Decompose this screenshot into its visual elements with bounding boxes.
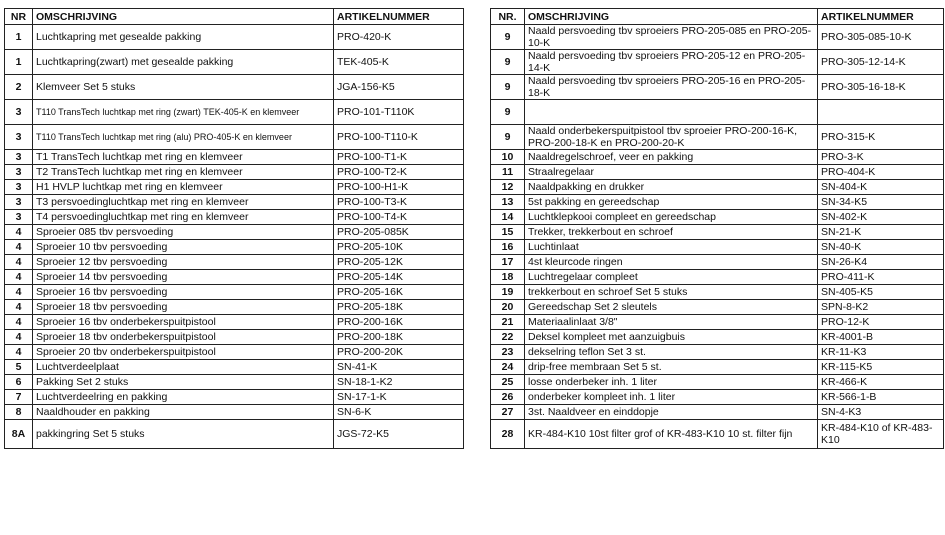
row-description: Pakking Set 2 stuks [33, 375, 334, 390]
table-row [5, 315, 464, 330]
row-article-number: SN-405-K5 [818, 285, 944, 300]
row-nr: 20 [491, 300, 525, 315]
table-row [5, 210, 464, 225]
row-article-number: SN-40-K [818, 240, 944, 255]
row-description: T4 persvoedingluchtkap met ring en klemveer [33, 210, 334, 225]
parts-table-right [490, 8, 944, 449]
row-nr: 4 [5, 270, 33, 285]
table-row [491, 255, 944, 270]
row-description: 3st. Naaldveer en einddopje [525, 405, 818, 420]
row-article-number: KR-566-1-B [818, 390, 944, 405]
row-description: drip-free membraan Set 5 st. [525, 360, 818, 375]
row-article-number: PRO-200-20K [334, 345, 464, 360]
table-row [5, 75, 464, 100]
row-nr: 6 [5, 375, 33, 390]
row-nr: 12 [491, 180, 525, 195]
row-article-number: SN-4-K3 [818, 405, 944, 420]
row-description: Sproeier 14 tbv persvoeding [33, 270, 334, 285]
table-row [491, 150, 944, 165]
row-article-number: SN-404-K [818, 180, 944, 195]
row-nr: 24 [491, 360, 525, 375]
table-row [491, 50, 944, 75]
table-row [491, 240, 944, 255]
table-row [491, 285, 944, 300]
row-article-number: PRO-205-14K [334, 270, 464, 285]
table-row [491, 225, 944, 240]
row-nr: 19 [491, 285, 525, 300]
table-row [5, 195, 464, 210]
table-row [5, 345, 464, 360]
row-article-number: TEK-405-K [334, 50, 464, 75]
row-article-number: PRO-101-T110K [334, 100, 464, 125]
header-omschrijving: OMSCHRIJVING [525, 9, 818, 25]
row-article-number: PRO-205-10K [334, 240, 464, 255]
row-nr: 1 [5, 25, 33, 50]
row-article-number: PRO-100-T4-K [334, 210, 464, 225]
table-row [5, 225, 464, 240]
row-nr: 4 [5, 300, 33, 315]
row-description: 5st pakking en gereedschap [525, 195, 818, 210]
row-article-number: PRO-315-K [818, 125, 944, 150]
header-omschrijving: OMSCHRIJVING [33, 9, 334, 25]
row-nr: 11 [491, 165, 525, 180]
header-artikelnummer: ARTIKELNUMMER [818, 9, 944, 25]
row-nr: 21 [491, 315, 525, 330]
header-artikelnummer: ARTIKELNUMMER [334, 9, 464, 25]
row-article-number: PRO-100-T1-K [334, 150, 464, 165]
row-nr: 7 [5, 390, 33, 405]
table-row [5, 180, 464, 195]
row-description: T1 TransTech luchtkap met ring en klemveer [33, 150, 334, 165]
table-row [5, 25, 464, 50]
parts-table-left [4, 8, 464, 449]
table-row [491, 405, 944, 420]
row-article-number: JGA-156-K5 [334, 75, 464, 100]
row-article-number [818, 100, 944, 125]
row-description: pakkingring Set 5 stuks [33, 420, 334, 449]
row-article-number: SPN-8-K2 [818, 300, 944, 315]
row-nr: 28 [491, 420, 525, 449]
table-row [5, 420, 464, 449]
table-row [491, 360, 944, 375]
row-article-number: PRO-200-16K [334, 315, 464, 330]
row-description: Naald onderbekerspuitpistool tbv sproeier PRO-200-16-K, PRO-200-18-K en PRO-200-20-K [525, 125, 818, 150]
row-description: Luchtverdeelring en pakking [33, 390, 334, 405]
row-article-number: PRO-205-085K [334, 225, 464, 240]
row-description: Sproeier 10 tbv persvoeding [33, 240, 334, 255]
row-description: 4st kleurcode ringen [525, 255, 818, 270]
row-description: Trekker, trekkerbout en schroef [525, 225, 818, 240]
row-nr: 3 [5, 100, 33, 125]
row-nr: 4 [5, 330, 33, 345]
row-article-number: JGS-72-K5 [334, 420, 464, 449]
row-description: Sproeier 16 tbv onderbekerspuitpistool [33, 315, 334, 330]
row-nr: 8A [5, 420, 33, 449]
row-nr: 3 [5, 125, 33, 150]
table-row [491, 180, 944, 195]
row-nr: 9 [491, 25, 525, 50]
header-nr: NR [5, 9, 33, 25]
row-article-number: PRO-420-K [334, 25, 464, 50]
row-article-number: PRO-404-K [818, 165, 944, 180]
row-description: Luchtinlaat [525, 240, 818, 255]
row-article-number: SN-6-K [334, 405, 464, 420]
row-description: Naald persvoeding tbv sproeiers PRO-205-085 en PRO-205-10-K [525, 25, 818, 50]
row-article-number: PRO-100-T3-K [334, 195, 464, 210]
row-description: losse onderbeker inh. 1 liter [525, 375, 818, 390]
row-nr: 27 [491, 405, 525, 420]
row-description: Gereedschap Set 2 sleutels [525, 300, 818, 315]
row-description: Klemveer Set 5 stuks [33, 75, 334, 100]
table-header-row [5, 9, 464, 25]
row-nr: 18 [491, 270, 525, 285]
row-nr: 4 [5, 315, 33, 330]
row-article-number: SN-34-K5 [818, 195, 944, 210]
row-nr: 3 [5, 180, 33, 195]
row-article-number: KR-115-K5 [818, 360, 944, 375]
table-row [5, 165, 464, 180]
row-nr: 9 [491, 100, 525, 125]
row-article-number: PRO-411-K [818, 270, 944, 285]
table-row [5, 150, 464, 165]
table-row [491, 25, 944, 50]
row-description: Naald persvoeding tbv sproeiers PRO-205-16 en PRO-205-18-K [525, 75, 818, 100]
table-row [491, 420, 944, 449]
table-row [5, 50, 464, 75]
row-article-number: PRO-305-085-10-K [818, 25, 944, 50]
row-nr: 25 [491, 375, 525, 390]
table-row [491, 125, 944, 150]
table-row [491, 75, 944, 100]
row-nr: 15 [491, 225, 525, 240]
row-article-number: KR-484-K10 of KR-483-K10 [818, 420, 944, 449]
table-row [5, 300, 464, 315]
row-article-number: PRO-205-16K [334, 285, 464, 300]
table-row [5, 405, 464, 420]
table-row [5, 255, 464, 270]
row-nr: 13 [491, 195, 525, 210]
row-article-number: PRO-305-12-14-K [818, 50, 944, 75]
row-article-number: SN-21-K [818, 225, 944, 240]
table-row [491, 195, 944, 210]
table-row [491, 375, 944, 390]
table-row [5, 285, 464, 300]
table-row [491, 345, 944, 360]
table-header-row [491, 9, 944, 25]
table-row [5, 375, 464, 390]
table-row [5, 125, 464, 150]
row-description: Luchtklepkooi compleet en gereedschap [525, 210, 818, 225]
row-article-number: SN-41-K [334, 360, 464, 375]
row-nr: 14 [491, 210, 525, 225]
row-nr: 4 [5, 255, 33, 270]
row-nr: 10 [491, 150, 525, 165]
row-article-number: PRO-100-T2-K [334, 165, 464, 180]
row-nr: 16 [491, 240, 525, 255]
row-description: Sproeier 18 tbv persvoeding [33, 300, 334, 315]
row-description: onderbeker kompleet inh. 1 liter [525, 390, 818, 405]
row-nr: 4 [5, 345, 33, 360]
row-article-number: PRO-100-H1-K [334, 180, 464, 195]
row-article-number: SN-18-1-K2 [334, 375, 464, 390]
row-nr: 22 [491, 330, 525, 345]
row-nr: 3 [5, 150, 33, 165]
row-description: Naaldhouder en pakking [33, 405, 334, 420]
row-description: Sproeier 20 tbv onderbekerspuitpistool [33, 345, 334, 360]
row-article-number: PRO-205-18K [334, 300, 464, 315]
row-nr: 5 [5, 360, 33, 375]
table-row [491, 300, 944, 315]
table-row [5, 330, 464, 345]
row-description: Sproeier 16 tbv persvoeding [33, 285, 334, 300]
header-nr: NR. [491, 9, 525, 25]
table-row [491, 270, 944, 285]
table-row [5, 270, 464, 285]
row-nr: 17 [491, 255, 525, 270]
row-article-number: KR-11-K3 [818, 345, 944, 360]
row-description: Luchtregelaar compleet [525, 270, 818, 285]
row-article-number: SN-26-K4 [818, 255, 944, 270]
row-nr: 4 [5, 240, 33, 255]
row-nr: 9 [491, 125, 525, 150]
row-article-number: PRO-100-T110-K [334, 125, 464, 150]
row-description: Deksel kompleet met aanzuigbuis [525, 330, 818, 345]
table-row [491, 100, 944, 125]
row-article-number: PRO-305-16-18-K [818, 75, 944, 100]
row-description: Straalregelaar [525, 165, 818, 180]
table-row [491, 390, 944, 405]
row-nr: 3 [5, 195, 33, 210]
row-article-number: KR-4001-B [818, 330, 944, 345]
table-row [5, 240, 464, 255]
row-article-number: PRO-3-K [818, 150, 944, 165]
row-nr: 4 [5, 285, 33, 300]
row-description: T110 TransTech luchtkap met ring (alu) PRO-405-K en klemveer [33, 125, 334, 150]
row-description: T110 TransTech luchtkap met ring (zwart) TEK-405-K en klemveer [33, 100, 334, 125]
row-nr: 1 [5, 50, 33, 75]
row-description: T3 persvoedingluchtkap met ring en klemveer [33, 195, 334, 210]
row-nr: 9 [491, 50, 525, 75]
row-description: T2 TransTech luchtkap met ring en klemveer [33, 165, 334, 180]
row-article-number: PRO-12-K [818, 315, 944, 330]
row-nr: 9 [491, 75, 525, 100]
table-row [491, 210, 944, 225]
row-description: Sproeier 18 tbv onderbekerspuitpistool [33, 330, 334, 345]
table-row [491, 165, 944, 180]
row-nr: 4 [5, 225, 33, 240]
row-description: Materiaalinlaat 3/8" [525, 315, 818, 330]
row-description: Naaldpakking en drukker [525, 180, 818, 195]
row-nr: 3 [5, 210, 33, 225]
table-row [491, 330, 944, 345]
row-article-number: SN-402-K [818, 210, 944, 225]
row-article-number: SN-17-1-K [334, 390, 464, 405]
row-nr: 2 [5, 75, 33, 100]
table-row [5, 390, 464, 405]
row-nr: 8 [5, 405, 33, 420]
row-description: H1 HVLP luchtkap met ring en klemveer [33, 180, 334, 195]
row-description: Luchtkapring met gesealde pakking [33, 25, 334, 50]
table-row [5, 360, 464, 375]
row-description: Luchtkapring(zwart) met gesealde pakking [33, 50, 334, 75]
row-article-number: PRO-200-18K [334, 330, 464, 345]
row-nr: 3 [5, 165, 33, 180]
row-description: Naaldregelschroef, veer en pakking [525, 150, 818, 165]
row-description: Sproeier 085 tbv persvoeding [33, 225, 334, 240]
row-description [525, 100, 818, 125]
row-nr: 23 [491, 345, 525, 360]
table-row [491, 315, 944, 330]
row-description: trekkerbout en schroef Set 5 stuks [525, 285, 818, 300]
row-article-number: KR-466-K [818, 375, 944, 390]
row-description: Sproeier 12 tbv persvoeding [33, 255, 334, 270]
row-description: dekselring teflon Set 3 st. [525, 345, 818, 360]
row-description: Luchtverdeelplaat [33, 360, 334, 375]
table-row [5, 100, 464, 125]
row-description: Naald persvoeding tbv sproeiers PRO-205-12 en PRO-205-14-K [525, 50, 818, 75]
row-description: KR-484-K10 10st filter grof of KR-483-K10 10 st. filter fijn [525, 420, 818, 449]
row-nr: 26 [491, 390, 525, 405]
row-article-number: PRO-205-12K [334, 255, 464, 270]
